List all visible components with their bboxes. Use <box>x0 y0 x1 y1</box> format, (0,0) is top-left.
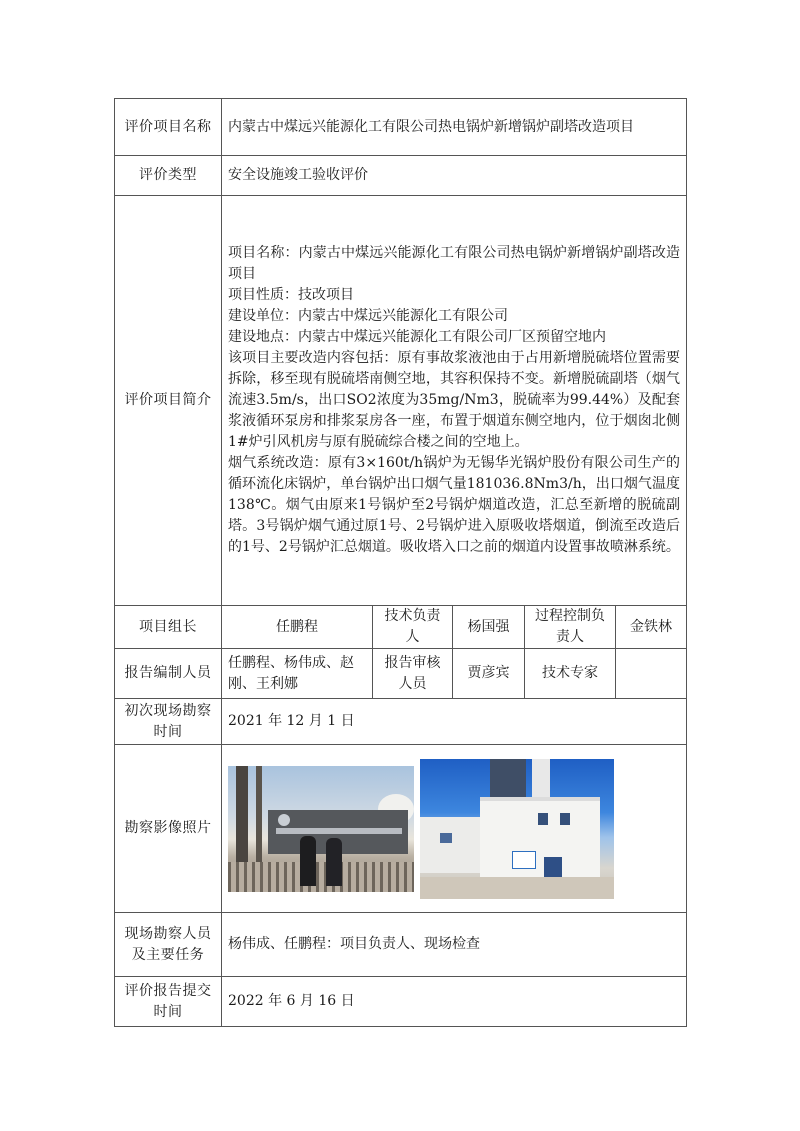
eval-type-label: 评价类型 <box>115 156 222 196</box>
authors-label: 报告编制人员 <box>115 649 222 699</box>
project-name-label: 评价项目名称 <box>115 99 222 156</box>
photos-cell <box>222 745 687 913</box>
leader-label: 项目组长 <box>115 606 222 649</box>
tech-lead-value: 杨国强 <box>453 606 525 649</box>
photos-label: 勘察影像照片 <box>115 745 222 913</box>
intro-construction-site: 建设地点：内蒙古中煤远兴能源化工有限公司厂区预留空地内 <box>228 329 606 345</box>
submit-time-value: 2022 年 6 月 16 日 <box>222 977 687 1027</box>
intro-flue-gas: 烟气系统改造：原有3×160t/h锅炉为无锡华光锅炉股份有限公司生产的循环流化床锅炉，单台锅炉出口烟气量181036.8Nm3/h，出口烟气温度138℃。烟气由原来1号锅炉至2号锅炉烟道改造，汇总至新增的脱硫副塔。3号锅炉烟气通过原1号、2号锅炉进入原吸收塔烟道，倒流至改造后的1号、2号锅炉汇总烟道。吸收塔入口之前的烟道内设置事故喷淋系统。 <box>228 455 681 555</box>
submit-time-label: 评价报告提交时间 <box>115 977 222 1027</box>
reviewer-value: 贾彦宾 <box>453 649 525 699</box>
survey-photo-sign <box>228 766 414 892</box>
intro-project-name: 项目名称：内蒙古中煤远兴能源化工有限公司热电锅炉新增锅炉副塔改造项目 <box>228 245 681 282</box>
intro-construction-unit: 建设单位：内蒙古中煤远兴能源化工有限公司 <box>228 308 508 324</box>
reviewer-label: 报告审核人员 <box>373 649 453 699</box>
project-name-value: 内蒙古中煤远兴能源化工有限公司热电锅炉新增锅炉副塔改造项目 <box>222 99 687 156</box>
tech-lead-label: 技术负责人 <box>373 606 453 649</box>
intro-content <box>222 196 687 606</box>
intro-label: 评价项目简介 <box>115 196 222 606</box>
evaluation-info-table <box>114 98 687 1027</box>
process-lead-label: 过程控制负责人 <box>525 606 616 649</box>
intro-main-content: 该项目主要改造内容包括：原有事故浆液池由于占用新增脱硫塔位置需要拆除，移至现有脱硫塔南侧空地，其容积保持不变。新增脱硫副塔（烟气流速3.5m/s，出口SO2浓度为35mg/Nm3，脱硫率为99.44%）及配套浆液循环泵房和排浆泵房各一座，布置于烟道东侧空地内，位于烟囱北侧1#炉引风机房与原有脱硫综合楼之间的空地上。 <box>228 350 681 450</box>
process-lead-value: 金铁林 <box>616 606 687 649</box>
eval-type-value: 安全设施竣工验收评价 <box>222 156 687 196</box>
leader-value: 任鹏程 <box>222 606 373 649</box>
expert-label: 技术专家 <box>525 649 616 699</box>
first-survey-value: 2021 年 12 月 1 日 <box>222 699 687 745</box>
survey-photo-building <box>420 759 614 899</box>
survey-staff-label: 现场勘察人员及主要任务 <box>115 913 222 977</box>
authors-value: 任鹏程、杨伟成、赵刚、王利娜 <box>222 649 373 699</box>
first-survey-label: 初次现场勘察时间 <box>115 699 222 745</box>
survey-staff-value: 杨伟成、任鹏程：项目负责人、现场检查 <box>222 913 687 977</box>
photo-strip <box>228 759 680 899</box>
expert-value <box>616 649 687 699</box>
intro-project-nature: 项目性质：技改项目 <box>228 287 354 303</box>
